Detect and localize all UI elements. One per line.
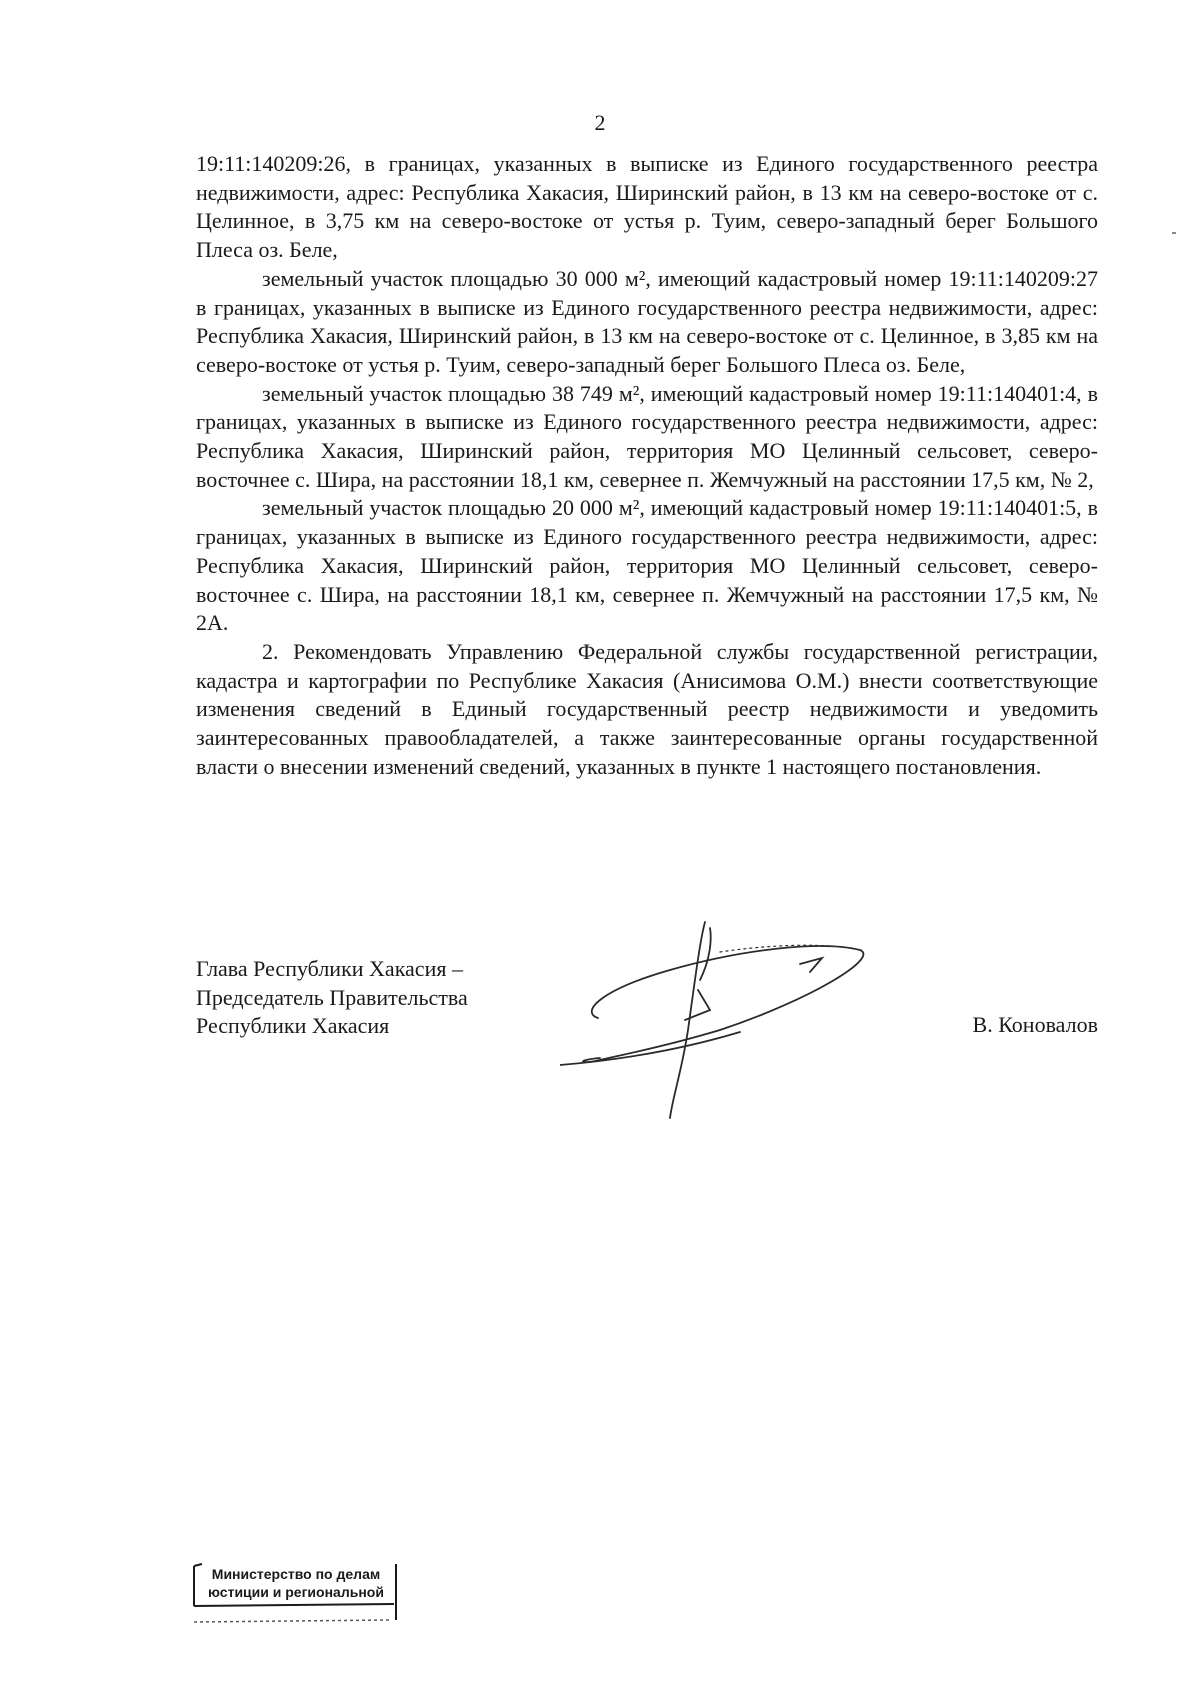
stamp-text-line: Министерство по делам bbox=[211, 1566, 381, 1582]
paragraph-land-plot-4: земельный участок площадью 38 749 м², имеющий кадастровый номер 19:11:140401:4, в границах, указанных в выписке из Единого государственного реестра недвижимости, адрес: Республика Хакасия, Ширинский район, территория МО Целинный сельсовет, северо-восточнее с. Шира, на расстоянии 18,1 км, севернее п. Жемчужный на расстоянии 17,5 км, № 2, bbox=[196, 380, 1098, 492]
registration-stamp bbox=[190, 1560, 400, 1640]
scan-artifact bbox=[1172, 232, 1176, 234]
handwritten-signature bbox=[560, 920, 920, 1120]
stamp-text-line: юстиции и региональной bbox=[208, 1584, 384, 1600]
signatory-name: В. Коновалов bbox=[972, 1012, 1098, 1037]
paragraph-land-plot-27: земельный участок площадью 30 000 м², имеющий кадастровый номер 19:11:140209:27 в границах, указанных в выписке из Единого государственного реестра недвижимости, адрес: Республика Хакасия, Ширинский район, в 13 км на северо-востоке от с. Целинное, в 3,85 км на северо-востоке от устья р. Туим, северо-западный берег Большого Плеса оз. Беле, bbox=[196, 265, 1098, 377]
signatory-title-line: Председатель Правительства bbox=[196, 984, 468, 1010]
signatory-title-line: Республики Хакасия bbox=[196, 1013, 390, 1038]
signatory-title bbox=[196, 955, 468, 1041]
signatory-title-line: Глава Республики Хакасия – bbox=[196, 956, 463, 981]
paragraph-recommendation: 2. Рекомендовать Управлению Федеральной службы государственной регистрации, кадастра и картографии по Республике Хакасия (Анисимова О.М.) внести соответствующие изменения сведений в Единый государственный реестр недвижимости и уведомить заинтересованных правообладателей, а также заинтересованные органы государственной власти о внесении изменений сведений, указанных в пункте 1 настоящего постановления. bbox=[196, 638, 1098, 779]
page-number: 2 bbox=[594, 110, 606, 135]
paragraph-continuation: 19:11:140209:26, в границах, указанных в выписке из Единого государственного реестра недвижимости, адрес: Республика Хакасия, Ширинский район, в 13 км на северо-востоке от с. Целинное, в 3,75 км на северо-востоке от устья р. Туим, северо-западный берег Большого Плеса оз. Беле, bbox=[196, 151, 1098, 263]
document-body bbox=[196, 150, 1098, 781]
paragraph-land-plot-5: земельный участок площадью 20 000 м², имеющий кадастровый номер 19:11:140401:5, в границах, указанных в выписке из Единого государственного реестра недвижимости, адрес: Республика Хакасия, Ширинский район, территория МО Целинный сельсовет, северо-восточнее с. Шира, на расстоянии 18,1 км, севернее п. Жемчужный на расстоянии 17,5 км, № 2А. bbox=[196, 495, 1098, 636]
